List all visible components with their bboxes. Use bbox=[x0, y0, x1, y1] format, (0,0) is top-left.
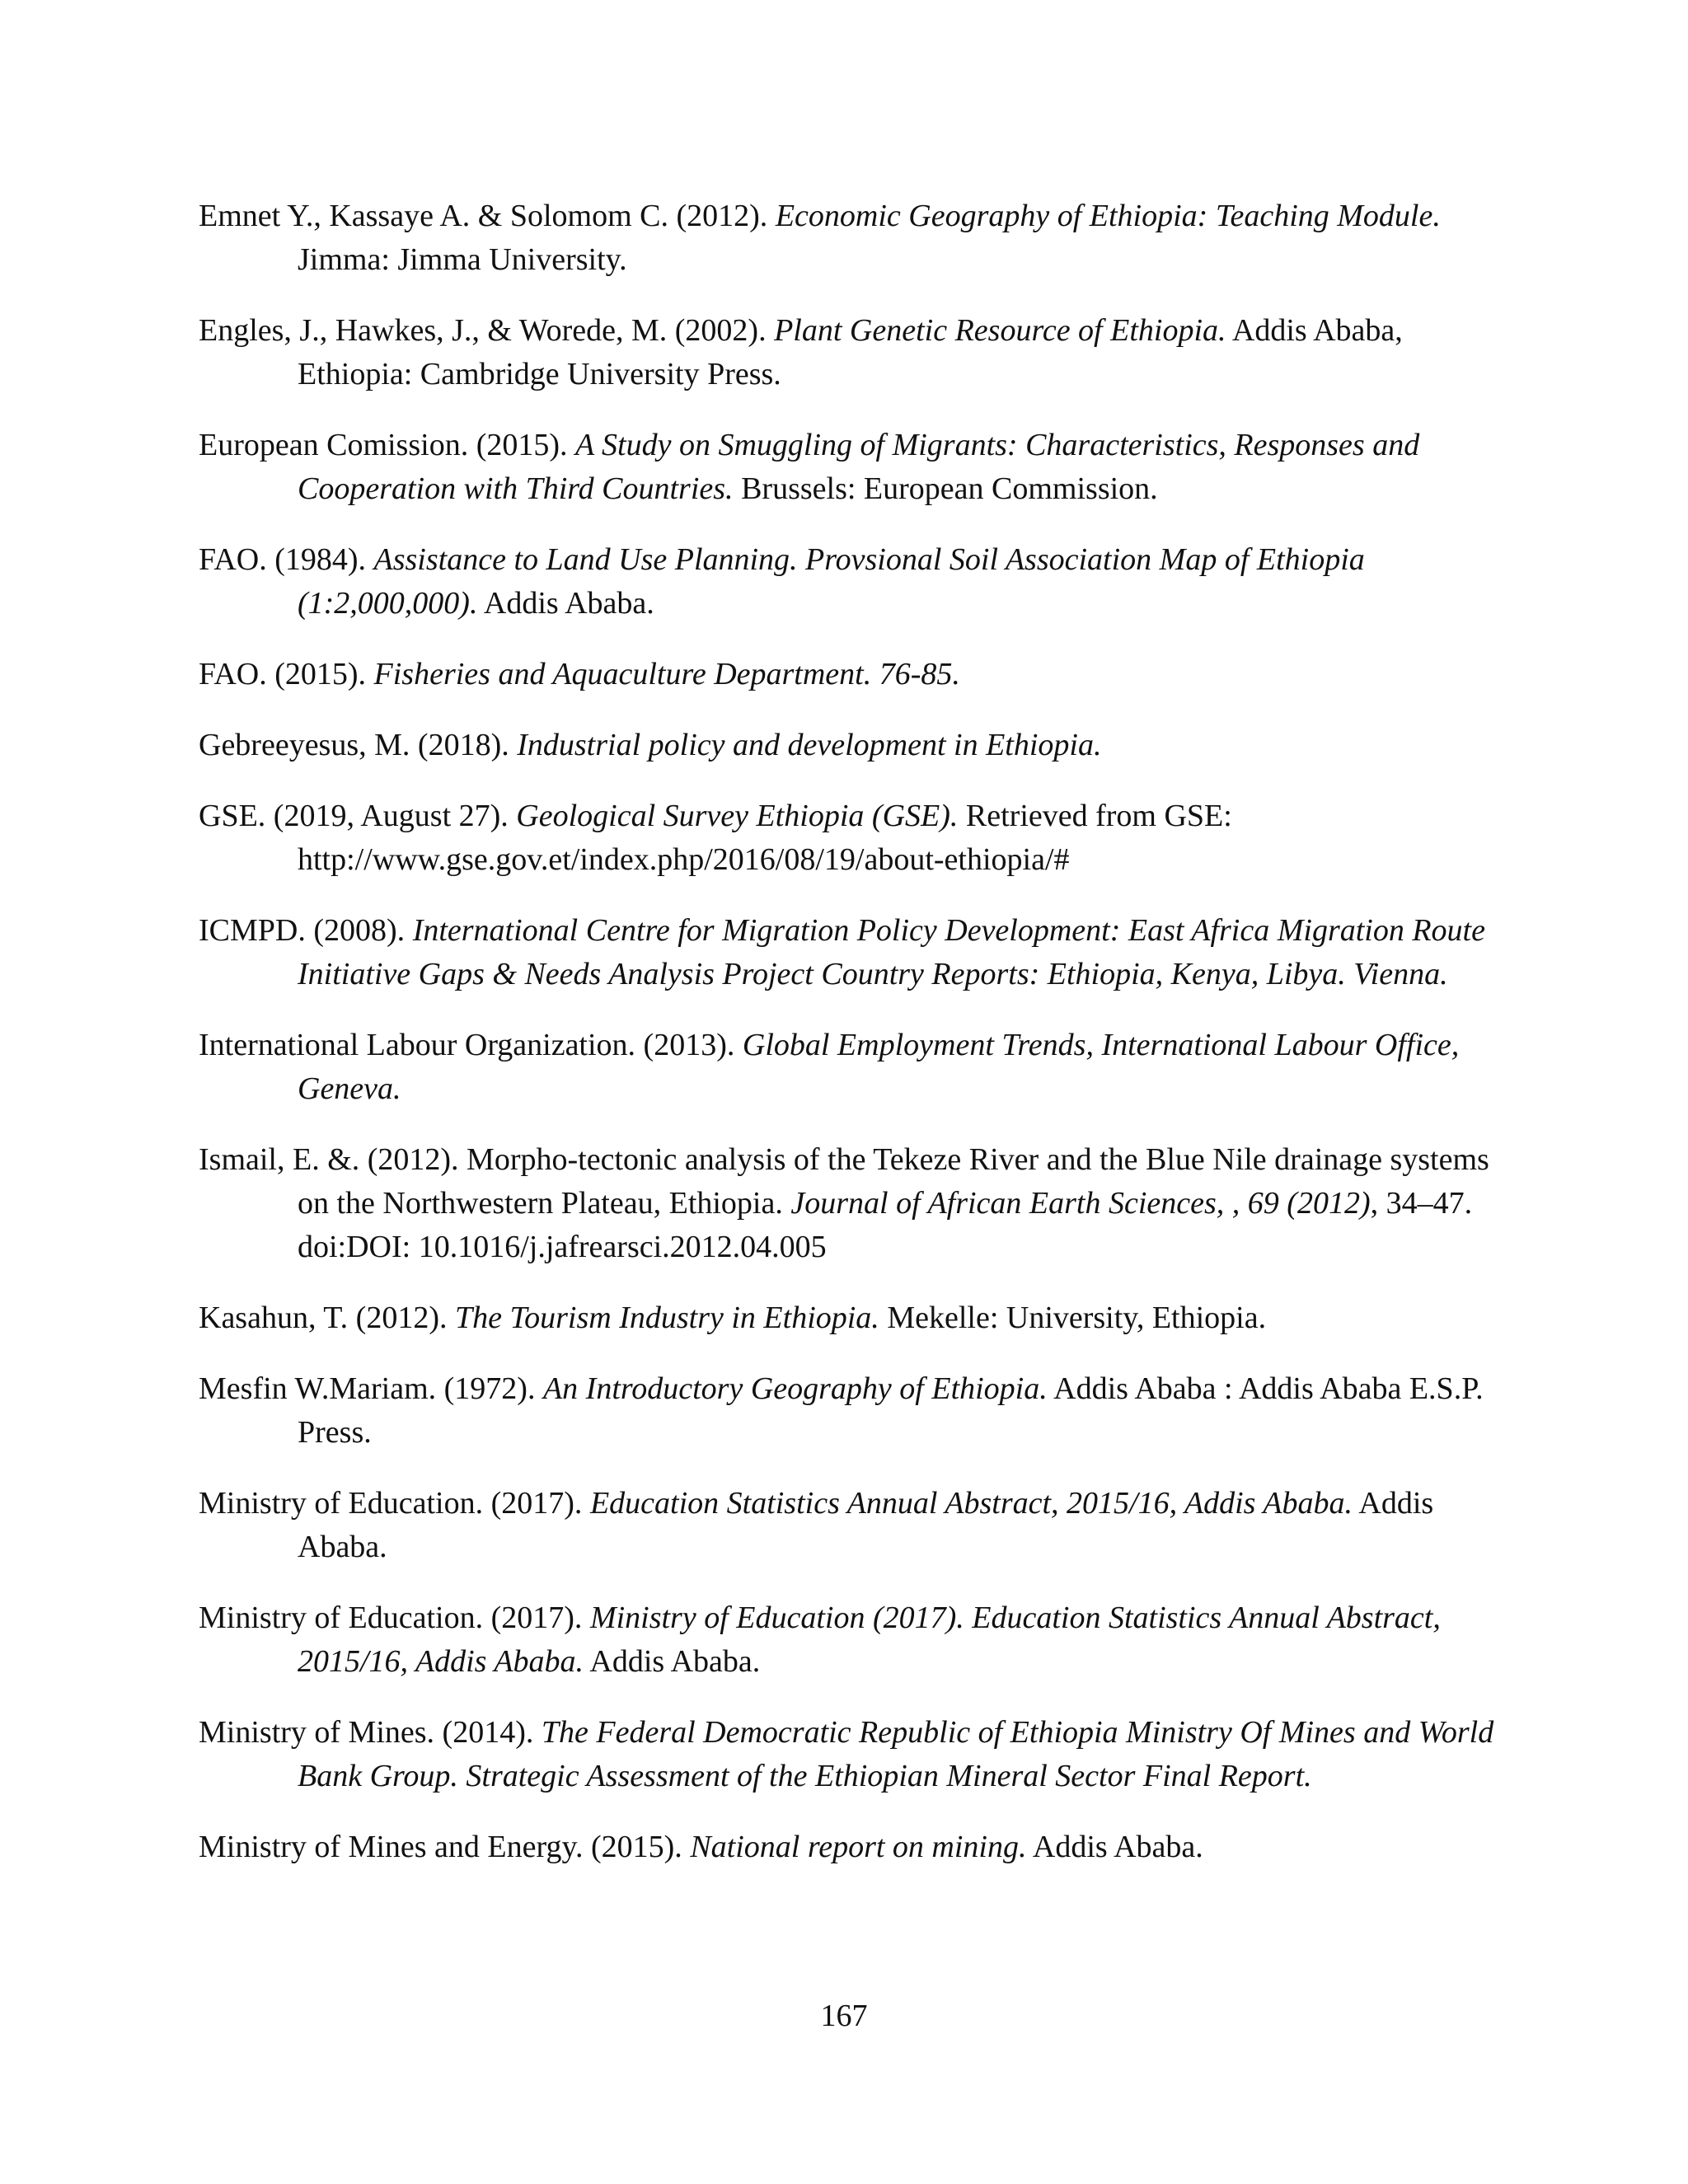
reference-publisher: Addis Ababa. bbox=[477, 586, 654, 621]
reference-title: Global Employment Trends, International Labour Office, Geneva. bbox=[298, 1028, 1460, 1106]
reference-entry bbox=[199, 653, 1501, 696]
reference-author: FAO. (1984). bbox=[199, 542, 374, 577]
reference-title: Journal of African Earth Sciences, , 69 (2012) bbox=[790, 1186, 1371, 1221]
reference-publisher: Jimma: Jimma University. bbox=[298, 242, 627, 277]
reference-list bbox=[199, 194, 1501, 1896]
reference-entry bbox=[199, 424, 1501, 511]
reference-title: Economic Geography of Ethiopia: Teaching Module. bbox=[775, 199, 1441, 233]
reference-title: Fisheries and Aquaculture Department. 76-85. bbox=[373, 657, 960, 691]
reference-title: Geological Survey Ethiopia (GSE). bbox=[516, 799, 959, 833]
reference-publisher: Mekelle: University, Ethiopia. bbox=[879, 1301, 1267, 1335]
reference-publisher: Addis Ababa. bbox=[298, 1486, 1434, 1564]
reference-title: International Centre for Migration Policy Development: East Africa Migration Route Initiative Gaps & Needs Analysis Project Country Reports: Ethiopia, Kenya, Libya. Vienna. bbox=[298, 913, 1485, 991]
reference-entry bbox=[199, 1024, 1501, 1111]
reference-author: Ministry of Mines and Energy. (2015). bbox=[199, 1830, 691, 1864]
reference-publisher: Addis Ababa, Ethiopia: Cambridge University Press. bbox=[298, 313, 1403, 391]
reference-title: A Study on Smuggling of Migrants: Characteristics, Responses and Cooperation with Third Countries. bbox=[298, 428, 1420, 506]
reference-entry bbox=[199, 1482, 1501, 1569]
reference-author: ICMPD. (2008). bbox=[199, 913, 413, 948]
reference-author: Ministry of Education. (2017). bbox=[199, 1601, 590, 1635]
reference-publisher: Addis Ababa. bbox=[583, 1644, 761, 1679]
reference-author: GSE. (2019, August 27). bbox=[199, 799, 517, 833]
reference-title: Industrial policy and development in Ethiopia. bbox=[517, 728, 1102, 762]
reference-entry bbox=[199, 794, 1501, 882]
reference-author: FAO. (2015). bbox=[199, 657, 374, 691]
reference-title: The Federal Democratic Republic of Ethiopia Ministry Of Mines and World Bank Group. Strategic Assessment of the Ethiopian Mineral Sector Final Report. bbox=[298, 1715, 1494, 1793]
reference-author: Ministry of Mines. (2014). bbox=[199, 1715, 542, 1750]
reference-author: Mesfin W.Mariam. (1972). bbox=[199, 1371, 543, 1406]
reference-entry bbox=[199, 309, 1501, 396]
reference-publisher: Addis Ababa : Addis Ababa E.S.P. Press. bbox=[298, 1371, 1484, 1450]
reference-title: The Tourism Industry in Ethiopia. bbox=[454, 1301, 879, 1335]
reference-author: Emnet Y., Kassaye A. & Solomom C. (2012). bbox=[199, 199, 776, 233]
reference-title: An Introductory Geography of Ethiopia. bbox=[542, 1371, 1048, 1406]
reference-entry bbox=[199, 538, 1501, 626]
reference-entry bbox=[199, 1296, 1501, 1340]
reference-title: Ministry of Education (2017). Education Statistics Annual Abstract, 2015/16, Addis Ababa. bbox=[298, 1601, 1441, 1679]
reference-author: Ismail, E. &. (2012). Morpho-tectonic analysis of the Tekeze River and the Blue Nile drainage systems on the Northwestern Plateau, Ethiopia. bbox=[199, 1142, 1489, 1221]
reference-author: European Comission. (2015). bbox=[199, 428, 576, 462]
reference-entry bbox=[199, 194, 1501, 282]
reference-entry bbox=[199, 909, 1501, 996]
reference-author: Kasahun, T. (2012). bbox=[199, 1301, 455, 1335]
reference-publisher: Retrieved from GSE: http://www.gse.gov.et/index.php/2016/08/19/about-ethiopia/# bbox=[298, 799, 1232, 877]
reference-publisher: , 34–47. doi:DOI: 10.1016/j.jafrearsci.2012.04.005 bbox=[298, 1186, 1473, 1264]
reference-publisher: Addis Ababa. bbox=[1026, 1830, 1203, 1864]
reference-entry bbox=[199, 1367, 1501, 1455]
reference-entry bbox=[199, 724, 1501, 767]
reference-entry bbox=[199, 1711, 1501, 1798]
reference-author: Gebreeyesus, M. (2018). bbox=[199, 728, 518, 762]
reference-entry bbox=[199, 1596, 1501, 1684]
reference-title: Assistance to Land Use Planning. Provsional Soil Association Map of Ethiopia (1:2,000,000). bbox=[298, 542, 1365, 621]
reference-entry bbox=[199, 1825, 1501, 1869]
reference-title: National report on mining. bbox=[690, 1830, 1027, 1864]
reference-publisher: Brussels: European Commission. bbox=[733, 471, 1158, 506]
page-number: 167 bbox=[820, 1999, 868, 2033]
reference-author: Engles, J., Hawkes, J., & Worede, M. (2002). bbox=[199, 313, 775, 348]
reference-title: Plant Genetic Resource of Ethiopia. bbox=[774, 313, 1226, 348]
reference-title: Education Statistics Annual Abstract, 2015/16, Addis Ababa. bbox=[589, 1486, 1353, 1521]
reference-author: International Labour Organization. (2013). bbox=[199, 1028, 743, 1062]
reference-entry bbox=[199, 1138, 1501, 1269]
reference-author: Ministry of Education. (2017). bbox=[199, 1486, 590, 1521]
